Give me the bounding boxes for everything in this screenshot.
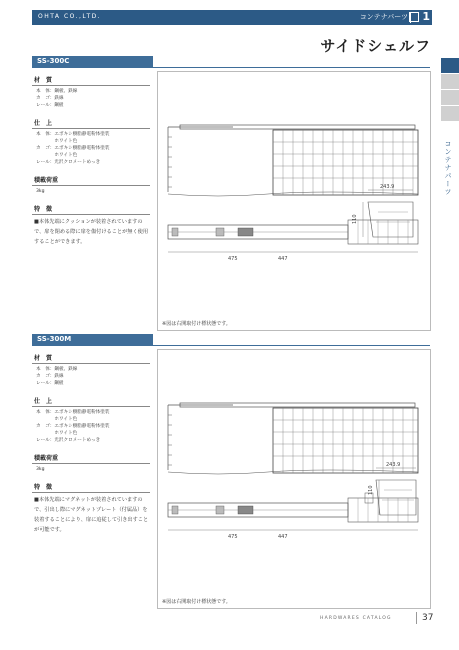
side-tab[interactable] [441,106,459,121]
material-row: 本 体：鋼板、鉄線 [36,367,78,372]
finish-row: カ ゴ：エポキシ樹脂静電粉体塗装 [36,146,110,151]
technical-drawing [158,350,430,590]
side-index [441,58,459,122]
square-icon [409,12,419,22]
page-code [409,10,430,23]
feature-text: ■本体先端にマグネットが装着されていますので、引出し際にマグネットプレート（付属品）を装着することにより、扉に追従して引き出すことが可能です。 [34,497,149,533]
footer-divider [416,612,417,624]
section-rule [32,345,430,346]
material-row: カ ゴ：鉄線 [36,374,64,379]
side-tab[interactable] [441,90,459,105]
dim-height: 110 [352,214,358,224]
load-label: 積載荷重 [32,452,150,464]
product-section-1 [32,56,430,331]
dim-depth: 243.9 [386,462,401,468]
finish-row: 本 体：エポキシ樹脂静電粉体塗装 [36,132,110,137]
header-bar [32,10,432,25]
finish-row: ホワイト色 [36,417,78,422]
load-value: 3kg [36,189,45,194]
finish-row: ホワイト色 [36,431,78,436]
brand-name: OHTA CO.,LTD. [38,13,102,20]
material-label: 材 質 [32,74,150,86]
material-row: レール：鋼板 [36,103,64,108]
page-number: 37 [422,613,434,623]
side-tab[interactable] [441,74,459,89]
finish-label: 仕 上 [32,117,150,129]
finish-row: レール：光沢クロメートめっき [36,438,101,443]
product-drawing [157,71,431,331]
model-heading: SS-300C [32,56,153,67]
finish-label: 仕 上 [32,395,150,407]
spec-column [32,74,150,247]
dim-width-right: 447 [278,534,288,540]
product-section-2 [32,334,430,609]
material-row: レール：鋼板 [36,381,64,386]
page-title: サイドシェルフ [320,37,431,55]
section-rule [32,67,430,68]
finish-row: レール：光沢クロメートめっき [36,160,101,165]
side-tab-active[interactable] [441,58,459,73]
feature-label: 特 徴 [32,203,150,215]
finish-row: カ ゴ：エポキシ樹脂静電粉体塗装 [36,424,110,429]
figure-note: ※図は右開取付け標状態です。 [162,321,231,327]
technical-drawing [158,72,430,312]
side-label: コンテナパーツ [444,140,452,196]
figure-note: ※図は右開取付け標状態です。 [162,599,231,605]
load-value: 3kg [36,467,45,472]
dim-depth: 243.9 [380,184,395,190]
header-category: コンテナパーツ [359,13,408,21]
dim-width-right: 447 [278,256,288,262]
material-row: カ ゴ：鉄線 [36,96,64,101]
finish-row: ホワイト色 [36,153,78,158]
material-row: 本 体：鋼板、鉄線 [36,89,78,94]
finish-row: ホワイト色 [36,139,78,144]
finish-row: 本 体：エポキシ樹脂静電粉体塗装 [36,410,110,415]
model-heading: SS-300M [32,334,153,345]
page-code-number: 1 [422,10,430,23]
feature-text: ■本体先端にクッションが装着されていますので、扉を閉める際に扉を傷付けることが無く使用することができます。 [34,219,149,245]
dim-width-left: 475 [228,534,238,540]
feature-label: 特 徴 [32,481,150,493]
product-drawing [157,349,431,609]
catalog-name: HARDWARES CATALOG [320,616,392,621]
load-label: 積載荷重 [32,174,150,186]
material-label: 材 質 [32,352,150,364]
spec-column [32,352,150,535]
dim-width-left: 475 [228,256,238,262]
dim-height: 110 [368,485,374,495]
